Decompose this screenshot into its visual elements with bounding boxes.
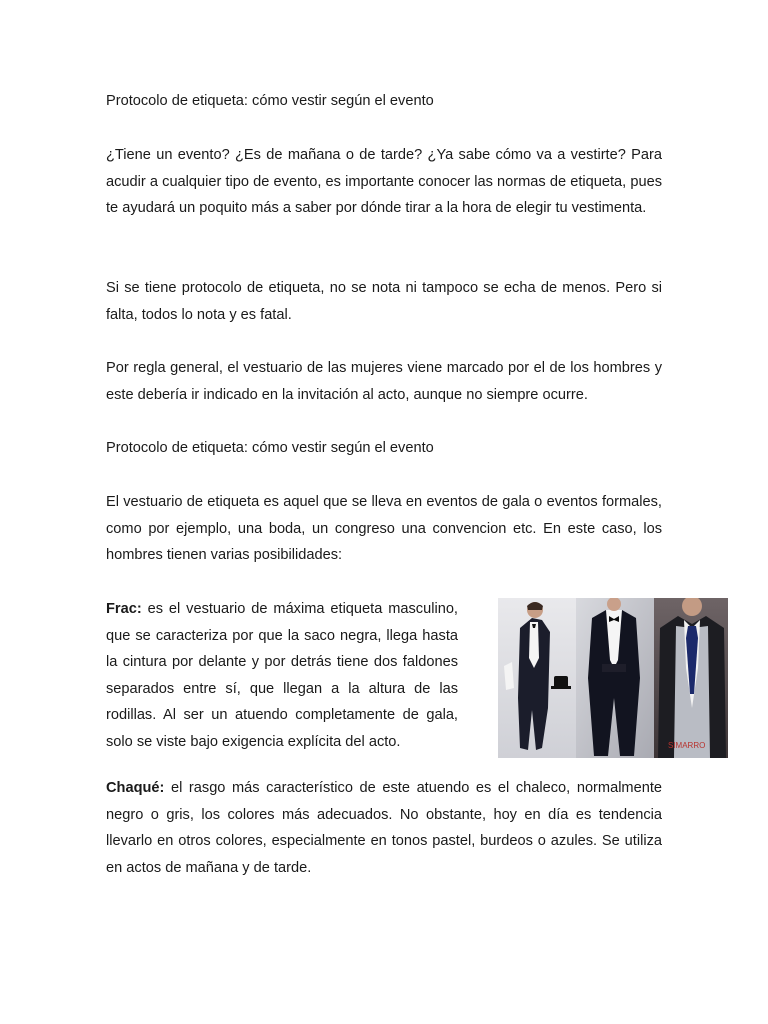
paragraph-chaque — [106, 775, 662, 881]
tuxedo-photo-collage — [498, 598, 728, 758]
paragraph-protocol: Si se tiene protocolo de etiqueta, no se nota ni tampoco se echa de menos. Pero si falta, todos lo nota y es fatal. — [106, 280, 662, 323]
paragraph-women: Por regla general, el vestuario de las mujeres viene marcado por el de los hombres y este debería ir indicado en la invitación al acto, aunque no siempre ocurre. — [106, 360, 662, 403]
frac-term: Frac: — [106, 601, 142, 617]
photo-watermark: SIMARRO — [668, 741, 706, 750]
frac-text: es el vestuario de máxima etiqueta masculino, que se caracteriza por que la saco negra, llega hasta la cintura por delante y por detrás tiene dos faldones separados entre sí, que llegan a la altura de las rodillas. Al ser un atuendo completamente de gala, solo se viste bajo exigencia explícita del acto. — [106, 601, 458, 750]
intro-paragraph: ¿Tiene un evento? ¿Es de mañana o de tarde? ¿Ya sabe cómo va a vestirte? Para acudir a cualquier tipo de evento, es importante conocer las normas de etiqueta, pues te ayudará un poquito más a saber por dónde tirar a la hora de elegir tu vestimenta. — [106, 147, 662, 217]
document-title: Protocolo de etiqueta: cómo vestir según el evento — [106, 93, 434, 109]
paragraph-frac — [106, 596, 458, 756]
tuxedo-illustration — [498, 598, 728, 758]
chaque-term: Chaqué: — [106, 780, 165, 796]
paragraph-etiquette: El vestuario de etiqueta es aquel que se lleva en eventos de gala o eventos formales, como por ejemplo, una boda, un congreso una convencion etc. En este caso, los hombres tienen varias posibilidades: — [106, 494, 662, 564]
chaque-text: el rasgo más característico de este atuendo es el chaleco, normalmente negro o gris, los colores más adecuados. No obstante, hoy en día es tendencia llevarlo en otros colores, especialmente en tonos pastel, burdeos o azules. Se utiliza en actos de mañana y de tarde. — [106, 780, 662, 876]
section-title: Protocolo de etiqueta: cómo vestir según el evento — [106, 440, 434, 456]
